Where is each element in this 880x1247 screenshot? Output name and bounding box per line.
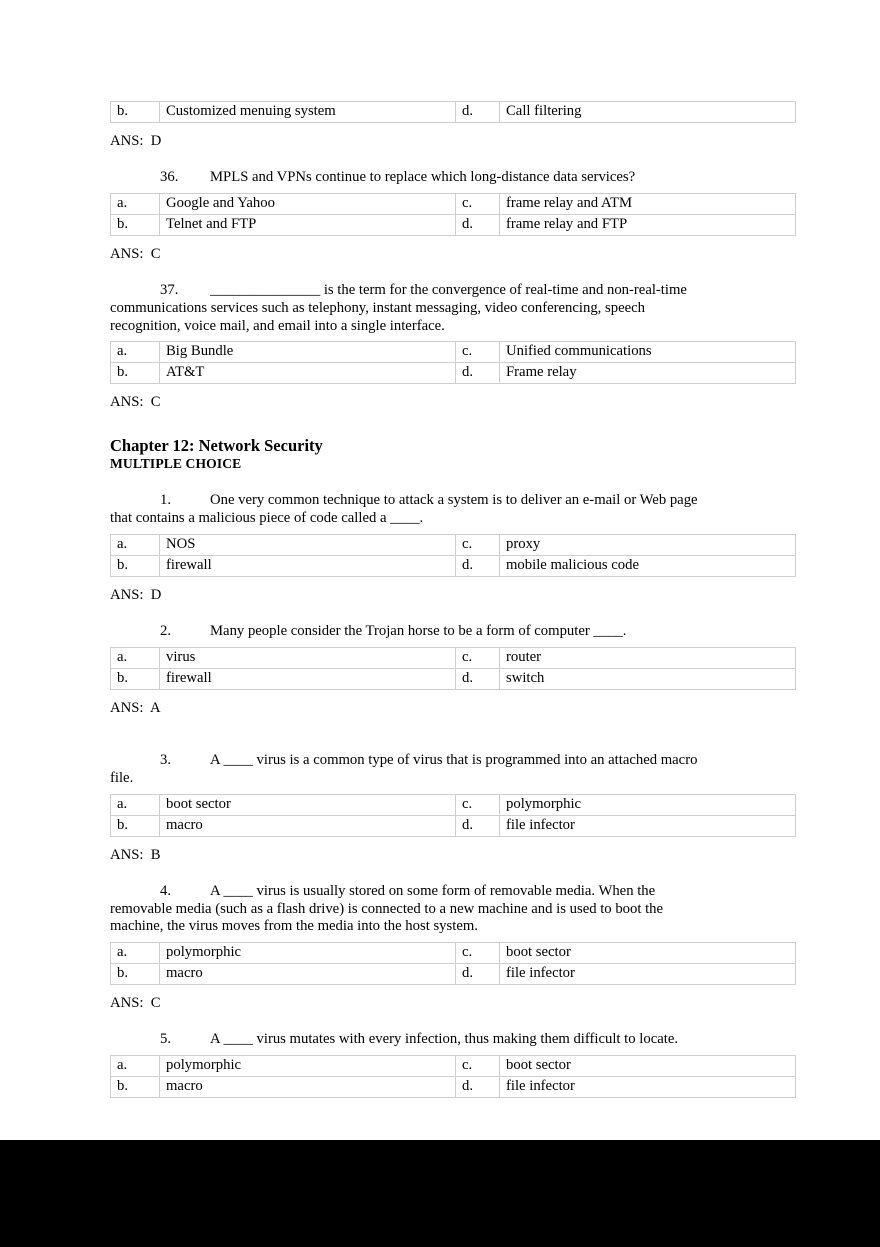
option-key: b. xyxy=(111,964,160,985)
option-value: boot sector xyxy=(160,794,456,815)
answer-line: ANS: B xyxy=(110,846,161,863)
option-key: a. xyxy=(111,193,160,214)
question-number: 1. xyxy=(160,492,172,509)
option-value: Telnet and FTP xyxy=(160,214,456,235)
table-row xyxy=(111,342,796,363)
option-value: polymorphic xyxy=(160,943,456,964)
option-value: router xyxy=(500,647,796,668)
option-key: c. xyxy=(456,794,500,815)
table-row xyxy=(111,668,796,689)
chapter-heading: Chapter 12: Network Security xyxy=(110,436,323,456)
option-key: d. xyxy=(456,214,500,235)
table-row xyxy=(111,102,796,123)
question-line-2: that contains a malicious piece of code called a ____. xyxy=(110,510,424,527)
option-key: c. xyxy=(456,1056,500,1077)
option-key: b. xyxy=(111,815,160,836)
answer-line: ANS: D xyxy=(110,587,162,604)
table-row xyxy=(111,363,796,384)
page-bottom-black-bar xyxy=(0,1140,880,1247)
question-text xyxy=(110,883,771,901)
question-number: 2. xyxy=(160,623,172,640)
option-value: switch xyxy=(500,668,796,689)
question-text xyxy=(110,169,771,187)
option-value: boot sector xyxy=(500,943,796,964)
option-value: proxy xyxy=(500,535,796,556)
question-number: 3. xyxy=(160,751,172,768)
option-value: file infector xyxy=(500,964,796,985)
option-key: a. xyxy=(111,1056,160,1077)
question-line: MPLS and VPNs continue to replace which long-distance data services? xyxy=(210,168,636,185)
question-line: A ____ virus mutates with every infection, thus making them difficult to locate. xyxy=(210,1031,679,1048)
option-value: firewall xyxy=(160,668,456,689)
option-key: a. xyxy=(111,794,160,815)
question-text xyxy=(110,1031,771,1049)
spacer xyxy=(110,472,771,492)
option-value: Unified communications xyxy=(500,342,796,363)
table-row xyxy=(111,535,796,556)
table-row xyxy=(111,1056,796,1077)
question-line: _______________ is the term for the convergence of real-time and non-real-time xyxy=(210,281,687,298)
option-key: c. xyxy=(456,647,500,668)
option-value: macro xyxy=(160,815,456,836)
answer-line: ANS: C xyxy=(110,995,161,1012)
question-text xyxy=(110,752,771,770)
option-value: macro xyxy=(160,1077,456,1098)
options-table-1 xyxy=(110,534,796,577)
question-line-3: recognition, voice mail, and email into a single interface. xyxy=(110,317,445,334)
option-key: b. xyxy=(111,214,160,235)
document-body xyxy=(110,101,771,1098)
option-key: a. xyxy=(111,535,160,556)
option-value: virus xyxy=(160,647,456,668)
option-key: d. xyxy=(456,964,500,985)
spacer xyxy=(110,718,771,752)
question-text xyxy=(110,492,771,510)
spacer xyxy=(110,264,771,282)
option-key: a. xyxy=(111,647,160,668)
question-line: One very common technique to attack a system is to deliver an e-mail or Web page xyxy=(210,492,698,509)
option-key: a. xyxy=(111,943,160,964)
question-line: A ____ virus is a common type of virus that is programmed into an attached macro xyxy=(210,751,698,768)
option-key: c. xyxy=(456,193,500,214)
option-key: c. xyxy=(456,535,500,556)
option-value: boot sector xyxy=(500,1056,796,1077)
option-key: d. xyxy=(456,363,500,384)
table-row xyxy=(111,556,796,577)
table-row xyxy=(111,214,796,235)
section-heading: MULTIPLE CHOICE xyxy=(110,456,242,472)
option-value: frame relay and FTP xyxy=(500,214,796,235)
options-table-carryover xyxy=(110,101,796,123)
options-table-2 xyxy=(110,647,796,690)
option-key: d. xyxy=(456,668,500,689)
options-table-3 xyxy=(110,794,796,837)
question-line-2: removable media (such as a flash drive) is connected to a new machine and is used to boot the xyxy=(110,900,664,917)
question-text xyxy=(110,623,771,641)
answer-line: ANS: C xyxy=(110,394,161,411)
option-key: b. xyxy=(111,556,160,577)
option-value: file infector xyxy=(500,1077,796,1098)
option-key: d. xyxy=(456,556,500,577)
option-key: d. xyxy=(456,1077,500,1098)
option-key: c. xyxy=(456,342,500,363)
question-line: A ____ virus is usually stored on some form of removable media. When the xyxy=(210,882,656,899)
option-value: Customized menuing system xyxy=(160,102,456,123)
option-value: Big Bundle xyxy=(160,342,456,363)
option-value: AT&T xyxy=(160,363,456,384)
spacer xyxy=(110,412,771,436)
option-key: c. xyxy=(456,943,500,964)
question-number: 4. xyxy=(160,882,172,899)
question-line: Many people consider the Trojan horse to be a form of computer ____. xyxy=(210,623,627,640)
spacer xyxy=(110,123,771,133)
table-row xyxy=(111,794,796,815)
option-value: Call filtering xyxy=(500,102,796,123)
option-value: polymorphic xyxy=(500,794,796,815)
options-table-4 xyxy=(110,942,796,985)
spacer xyxy=(110,577,771,587)
option-value: file infector xyxy=(500,815,796,836)
answer-line: ANS: A xyxy=(110,699,161,716)
table-row xyxy=(111,943,796,964)
option-key: a. xyxy=(111,342,160,363)
option-value: Frame relay xyxy=(500,363,796,384)
table-row xyxy=(111,815,796,836)
option-key: b. xyxy=(111,363,160,384)
option-key: b. xyxy=(111,1077,160,1098)
question-line-3: machine, the virus moves from the media into the host system. xyxy=(110,918,478,935)
option-value: NOS xyxy=(160,535,456,556)
table-row xyxy=(111,1077,796,1098)
spacer xyxy=(110,236,771,246)
option-value: macro xyxy=(160,964,456,985)
option-key: d. xyxy=(456,102,500,123)
option-key: d. xyxy=(456,815,500,836)
option-value: mobile malicious code xyxy=(500,556,796,577)
spacer xyxy=(110,384,771,394)
options-table-36 xyxy=(110,193,796,236)
spacer xyxy=(110,690,771,700)
table-row xyxy=(111,964,796,985)
table-row xyxy=(111,193,796,214)
option-value: firewall xyxy=(160,556,456,577)
spacer xyxy=(110,1013,771,1031)
question-line-2: communications services such as telephony, instant messaging, video conferencing, speech xyxy=(110,299,645,316)
question-line-2: file. xyxy=(110,769,134,786)
option-value: Google and Yahoo xyxy=(160,193,456,214)
question-number: 36. xyxy=(160,168,179,185)
option-value: polymorphic xyxy=(160,1056,456,1077)
question-text xyxy=(110,282,771,300)
options-table-37 xyxy=(110,341,796,384)
answer-line: ANS: C xyxy=(110,245,161,262)
spacer xyxy=(110,865,771,883)
table-row xyxy=(111,647,796,668)
spacer xyxy=(110,837,771,847)
answer-line: ANS: D xyxy=(110,133,162,149)
question-number: 37. xyxy=(160,281,179,298)
spacer xyxy=(110,605,771,623)
option-key: b. xyxy=(111,102,160,123)
options-table-5 xyxy=(110,1055,796,1098)
question-number: 5. xyxy=(160,1031,172,1048)
option-value: frame relay and ATM xyxy=(500,193,796,214)
spacer xyxy=(110,985,771,995)
option-key: b. xyxy=(111,668,160,689)
spacer xyxy=(110,151,771,169)
